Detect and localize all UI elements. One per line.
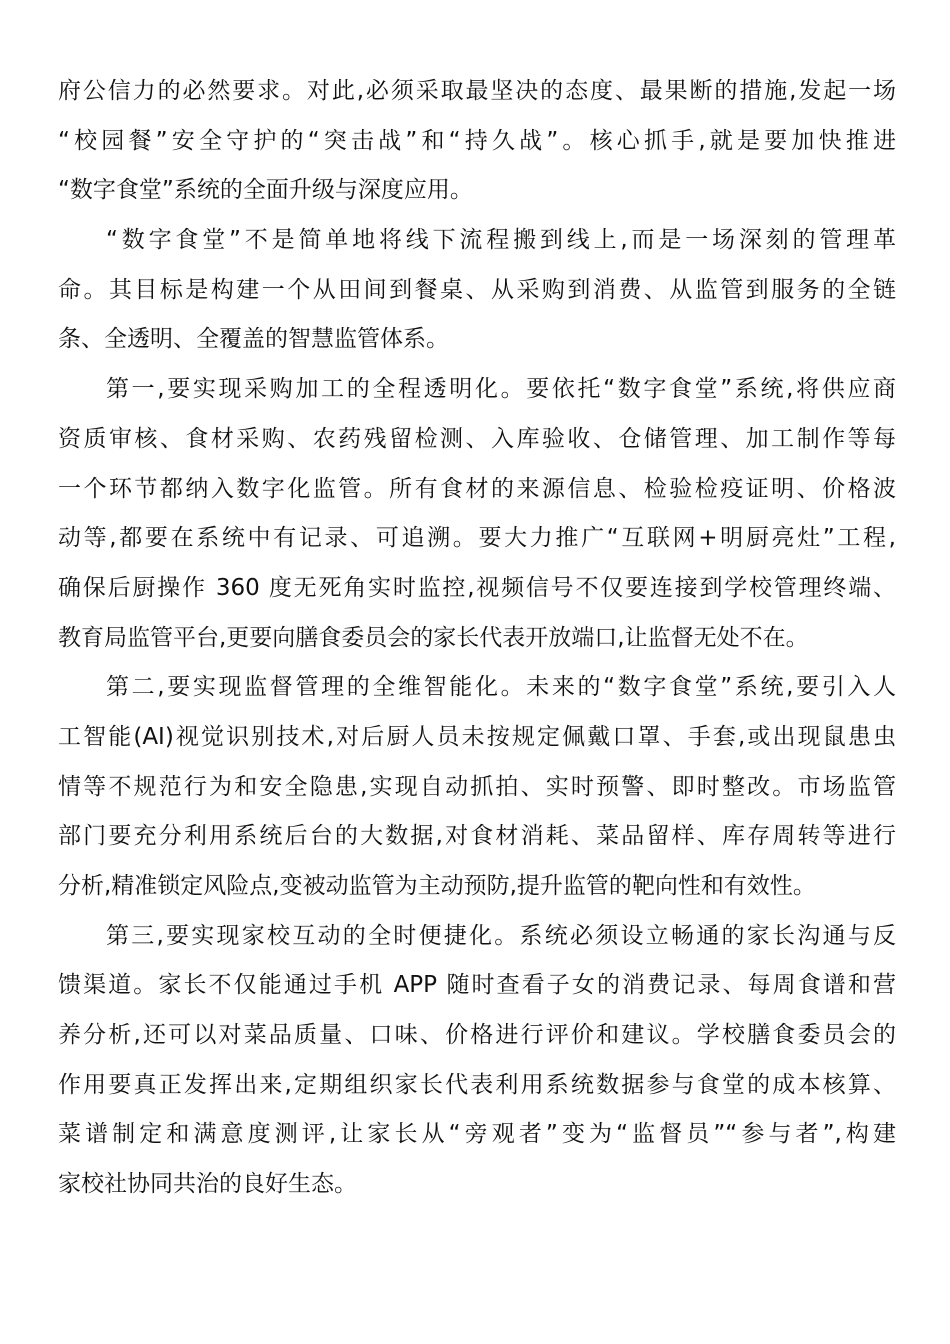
paragraph-line: 作用要真正发挥出来,定期组织家长代表利用系统数据参与食堂的成本核算、: [58, 1071, 896, 1098]
paragraph-line: 情等不规范行为和安全隐患,实现自动抓拍、实时预警、即时整改。市场监管: [58, 773, 896, 800]
paragraph-line: 分析,精准锁定风险点,变被动监管为主动预防,提升监管的靶向性和有效性。: [58, 873, 816, 899]
document-body: [58, 67, 896, 1210]
paragraph-line: 动等,都要在系统中有记录、可追溯。要大力推广“互联网+明厨亮灶”工程,: [58, 525, 896, 552]
paragraph-line: 部门要充分利用系统后台的大数据,对食材消耗、菜品留样、库存周转等进行: [58, 823, 896, 850]
paragraph-line: 教育局监管平台,更要向膳食委员会的家长代表开放端口,让监督无处不在。: [58, 624, 809, 651]
paragraph-line: 确保后厨操作 360 度无死角实时监控,视频信号不仅要连接到学校管理终端、: [58, 574, 896, 601]
paragraph-line: 一个环节都纳入数字化监管。所有食材的来源信息、检验检疫证明、价格波: [58, 475, 896, 502]
paragraph-line: 工智能(AI)视觉识别技术,对后厨人员未按规定佩戴口罩、手套,或出现鼠患虫: [58, 723, 896, 750]
paragraph-line: 条、全透明、全覆盖的智慧监管体系。: [58, 326, 449, 353]
paragraph-line: 馈渠道。家长不仅能通过手机 APP 随时查看子女的消费记录、每周食谱和营: [58, 972, 896, 999]
paragraph-line: “校园餐”安全守护的“突击战”和“持久战”。核心抓手,就是要加快推进: [58, 127, 896, 154]
paragraph-line: 菜谱制定和满意度测评,让家长从“旁观者”变为“监督员”“参与者”,构建: [58, 1121, 896, 1148]
paragraph-line: 第三,要实现家校互动的全时便捷化。系统必须设立畅通的家长沟通与反: [106, 922, 896, 949]
paragraph-line: 命。其目标是构建一个从田间到餐桌、从采购到消费、从监管到服务的全链: [58, 276, 896, 303]
paragraph-line: “数字食堂”系统的全面升级与深度应用。: [58, 177, 473, 204]
paragraph-line: “数字食堂”不是简单地将线下流程搬到线上,而是一场深刻的管理革: [106, 227, 896, 254]
paragraph-line: 第一,要实现采购加工的全程透明化。要依托“数字食堂”系统,将供应商: [106, 376, 896, 403]
paragraph-line: 家校社协同共治的良好生态。: [58, 1171, 357, 1198]
paragraph-line: 第二,要实现监督管理的全维智能化。未来的“数字食堂”系统,要引入人: [106, 674, 896, 701]
paragraph-line: 养分析,还可以对菜品质量、口味、价格进行评价和建议。学校膳食委员会的: [58, 1022, 896, 1049]
paragraph-line: 府公信力的必然要求。对此,必须采取最坚决的态度、最果断的措施,发起一场: [58, 78, 896, 104]
paragraph-line: 资质审核、食材采购、农药残留检测、入库验收、仓储管理、加工制作等每: [58, 425, 896, 452]
